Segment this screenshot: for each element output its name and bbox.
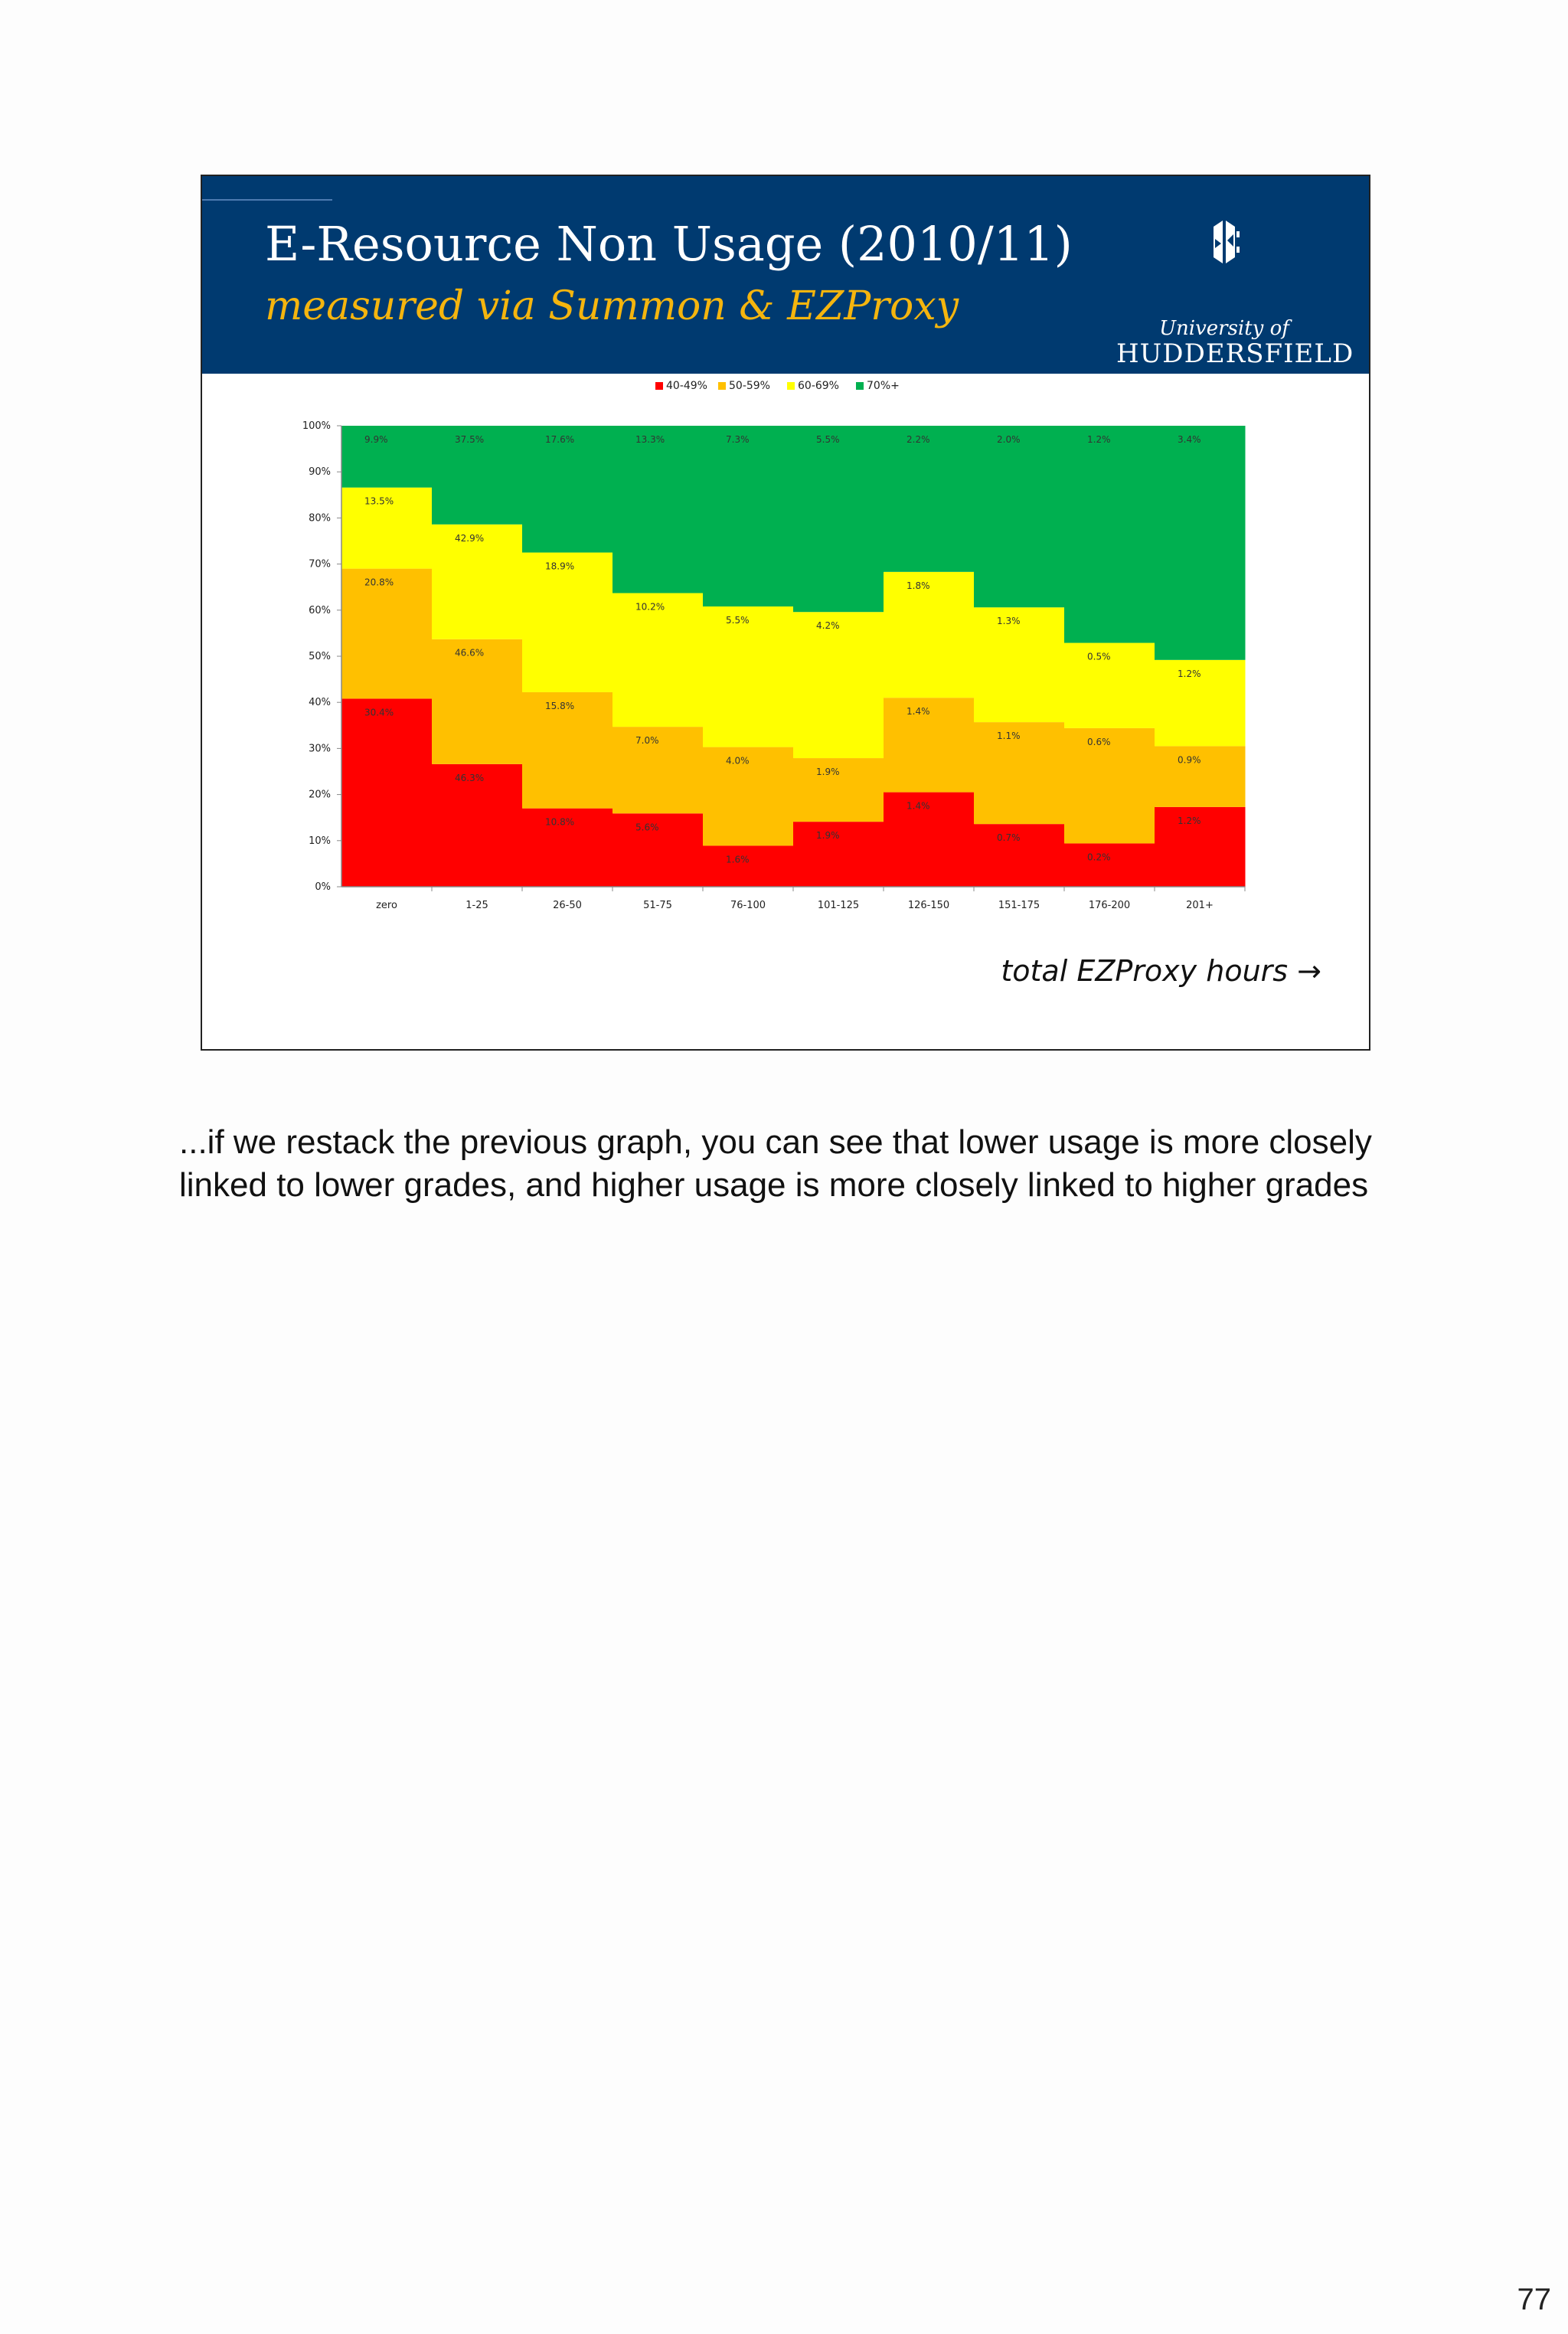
bar-60-69-26-50 bbox=[522, 553, 613, 692]
university-crest-icon bbox=[1206, 216, 1243, 270]
data-label-70-76-100: 7.3% bbox=[726, 434, 750, 445]
data-label-70-151-175: 2.0% bbox=[997, 434, 1021, 445]
legend-swatch-50-59 bbox=[718, 382, 726, 390]
data-label-60-69-151-175: 1.3% bbox=[997, 616, 1021, 627]
data-label-50-59-101-125: 1.9% bbox=[816, 767, 840, 778]
data-label-50-59-1-25: 46.6% bbox=[455, 647, 485, 659]
data-label-50-59-176-200: 0.6% bbox=[1087, 736, 1111, 747]
legend-label-70: 70%+ bbox=[867, 380, 900, 392]
y-tick-label-20: 20% bbox=[309, 789, 331, 801]
data-label-60-69-126-150: 1.8% bbox=[906, 580, 930, 591]
slide bbox=[201, 175, 1370, 1051]
banner-accent-line bbox=[202, 199, 332, 201]
x-tick-label-76-100: 76-100 bbox=[730, 900, 766, 911]
speaker-notes: ...if we restack the previous graph, you can see that lower usage is more closely linked to lower grades, and higher usage is more closely linked to higher grades bbox=[179, 1123, 1372, 1204]
bar-60-69-51-75 bbox=[612, 593, 704, 727]
x-tick-label-1-25: 1-25 bbox=[466, 900, 488, 911]
data-label-40-49-zero: 30.4% bbox=[364, 707, 394, 718]
data-label-50-59-zero: 20.8% bbox=[364, 577, 394, 588]
x-tick-label-51-75: 51-75 bbox=[643, 900, 672, 911]
data-label-60-69-51-75: 10.2% bbox=[635, 601, 665, 613]
data-label-70-51-75: 13.3% bbox=[635, 434, 665, 445]
data-label-40-49-51-75: 5.6% bbox=[635, 822, 659, 833]
bar-70-176-200 bbox=[1064, 426, 1155, 643]
legend-label-50-59: 50-59% bbox=[729, 380, 770, 392]
page-number: 77 bbox=[1517, 2283, 1551, 2316]
bar-70-101-125 bbox=[793, 426, 884, 612]
data-label-60-69-1-25: 42.9% bbox=[455, 532, 485, 544]
legend-swatch-60-69 bbox=[787, 382, 795, 390]
data-label-50-59-51-75: 7.0% bbox=[635, 735, 659, 747]
x-tick-label-201: 201+ bbox=[1186, 900, 1214, 911]
data-label-50-59-126-150: 1.4% bbox=[906, 706, 930, 718]
x-tick-label-151-175: 151-175 bbox=[998, 900, 1040, 911]
data-label-70-201: 3.4% bbox=[1178, 434, 1201, 445]
bar-70-201 bbox=[1155, 426, 1246, 660]
data-label-70-1-25: 37.5% bbox=[455, 434, 485, 445]
bar-60-69-101-125 bbox=[793, 612, 884, 758]
bar-70-51-75 bbox=[612, 426, 704, 593]
x-tick-label-101-125: 101-125 bbox=[817, 900, 860, 911]
data-label-60-69-101-125: 4.2% bbox=[816, 620, 840, 632]
bar-40-49-76-100 bbox=[703, 845, 794, 887]
data-label-60-69-26-50: 18.9% bbox=[545, 561, 575, 572]
bar-70-76-100 bbox=[703, 426, 794, 606]
legend-swatch-70 bbox=[856, 382, 864, 390]
data-label-70-zero: 9.9% bbox=[364, 434, 388, 445]
stacked-bar-chart bbox=[202, 374, 1369, 956]
data-label-70-26-50: 17.6% bbox=[545, 434, 575, 445]
bar-70-126-150 bbox=[884, 426, 975, 572]
data-label-40-49-26-50: 10.8% bbox=[545, 816, 575, 828]
data-label-60-69-zero: 13.5% bbox=[364, 495, 394, 507]
chart-legend bbox=[655, 380, 900, 392]
data-label-40-49-76-100: 1.6% bbox=[726, 854, 750, 865]
data-label-40-49-201: 1.2% bbox=[1178, 815, 1201, 826]
slide-banner bbox=[202, 176, 1369, 374]
legend-swatch-40-49 bbox=[655, 382, 663, 390]
y-tick-label-80: 80% bbox=[309, 512, 331, 525]
data-label-40-49-176-200: 0.2% bbox=[1087, 852, 1111, 863]
y-tick-label-40: 40% bbox=[309, 697, 331, 709]
data-label-50-59-201: 0.9% bbox=[1178, 754, 1201, 766]
bar-40-49-zero bbox=[341, 698, 433, 887]
y-tick-label-70: 70% bbox=[309, 558, 331, 570]
slide-title: E-Resource Non Usage (2010/11) bbox=[265, 216, 1073, 272]
data-label-60-69-176-200: 0.5% bbox=[1087, 651, 1111, 662]
data-label-40-49-126-150: 1.4% bbox=[906, 800, 930, 812]
y-tick-label-50: 50% bbox=[309, 651, 331, 662]
x-axis-caption: total EZProxy hours → bbox=[1001, 954, 1321, 988]
bar-60-69-76-100 bbox=[703, 606, 794, 747]
data-label-70-101-125: 5.5% bbox=[816, 434, 840, 445]
logo-line-huddersfield: HUDDERSFIELD bbox=[1116, 338, 1354, 369]
data-label-40-49-1-25: 46.3% bbox=[455, 772, 485, 783]
legend-label-40-49: 40-49% bbox=[666, 380, 707, 392]
data-label-60-69-201: 1.2% bbox=[1178, 668, 1201, 679]
y-tick-label-10: 10% bbox=[309, 835, 331, 847]
slide-subtitle: measured via Summon & EZProxy bbox=[265, 283, 959, 329]
y-tick-label-0: 0% bbox=[315, 881, 331, 893]
bar-50-59-zero bbox=[341, 569, 433, 699]
data-label-40-49-151-175: 0.7% bbox=[997, 832, 1021, 844]
y-tick-label-60: 60% bbox=[309, 604, 331, 616]
logo-line-university-of: University of bbox=[1159, 317, 1289, 340]
data-label-60-69-76-100: 5.5% bbox=[726, 614, 750, 626]
data-label-50-59-76-100: 4.0% bbox=[726, 755, 750, 767]
bar-40-49-176-200 bbox=[1064, 843, 1155, 887]
legend-label-60-69: 60-69% bbox=[798, 380, 839, 392]
x-tick-label-176-200: 176-200 bbox=[1088, 900, 1131, 911]
data-label-50-59-151-175: 1.1% bbox=[997, 731, 1021, 742]
university-logo bbox=[1116, 216, 1354, 369]
x-tick-label-zero: zero bbox=[376, 900, 397, 911]
y-tick-label-100: 100% bbox=[302, 420, 331, 432]
bar-70-151-175 bbox=[974, 426, 1065, 607]
x-tick-label-126-150: 126-150 bbox=[907, 900, 950, 911]
x-tick-label-26-50: 26-50 bbox=[553, 900, 582, 911]
y-tick-label-90: 90% bbox=[309, 466, 331, 479]
data-label-50-59-26-50: 15.8% bbox=[545, 700, 575, 711]
data-label-70-176-200: 1.2% bbox=[1087, 434, 1111, 445]
data-label-40-49-101-125: 1.9% bbox=[816, 830, 840, 842]
data-label-70-126-150: 2.2% bbox=[906, 434, 930, 445]
y-tick-label-30: 30% bbox=[309, 743, 331, 755]
